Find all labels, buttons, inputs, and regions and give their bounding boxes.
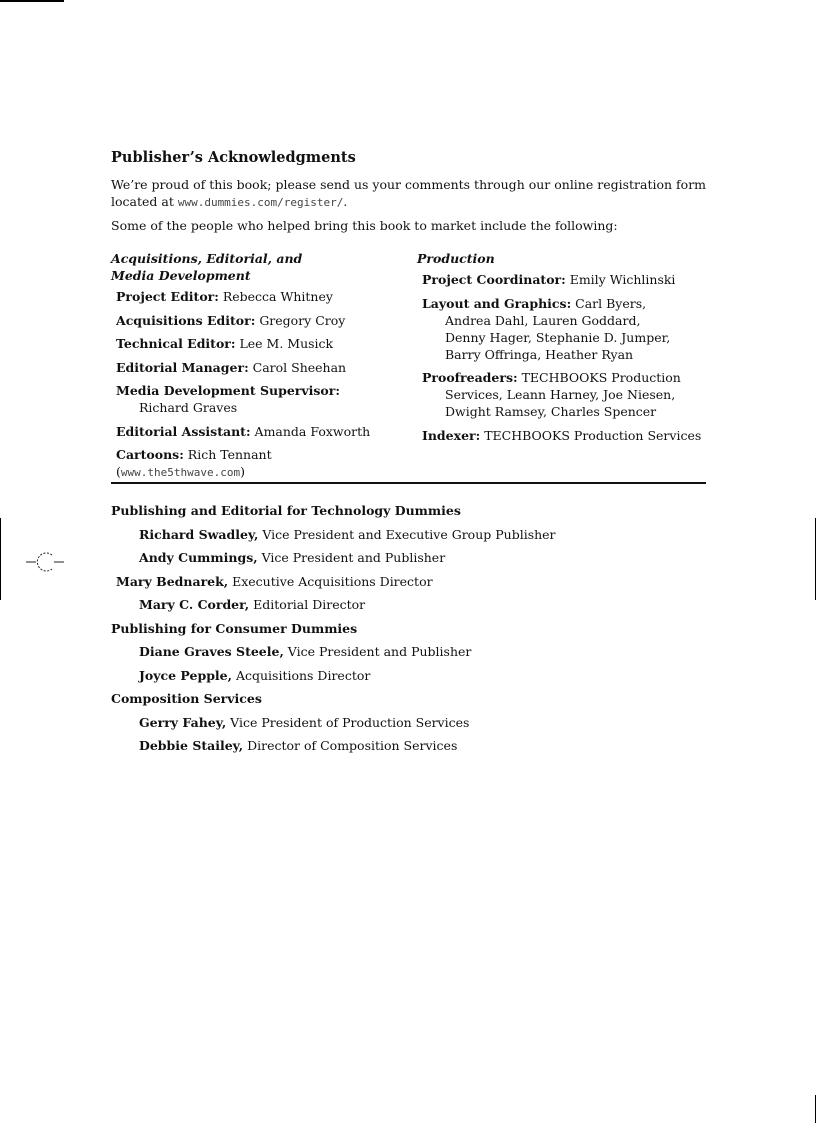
staff-entry [111, 714, 711, 731]
credit-name: Richard Graves [139, 400, 238, 415]
staff-name: Diane Graves Steele, [139, 644, 284, 659]
crop-mark-top [0, 0, 64, 2]
credit-entry [116, 288, 401, 305]
trim-mark-left [0, 518, 1, 600]
staff-name: Joyce Pepple, [139, 667, 232, 683]
credit-entry [116, 312, 401, 329]
staff-entry [111, 549, 711, 566]
staff-entry [111, 667, 711, 684]
staff-title: Acquisitions Director [231, 667, 371, 683]
editorial-heading-line-1: Acquisitions, Editorial, and [111, 251, 303, 266]
staff-title: Vice President of Production Services [226, 714, 470, 730]
acknowledgments-section [111, 148, 711, 479]
publishing-group-title: Publishing and Editorial for Technology Dummies [111, 503, 461, 518]
credit-role: Project Editor: [116, 289, 219, 304]
intro-line-3: Some of the people who helped bring this book to market include the following: [111, 218, 618, 233]
credit-entry [116, 423, 401, 440]
publishing-staff-section [111, 502, 711, 761]
credit-entry [422, 369, 717, 420]
intro-line-2-suffix: . [343, 194, 348, 209]
credit-continuation: Denny Hager, Stephanie D. Jumper, [445, 329, 671, 345]
staff-title: Editorial Director [249, 597, 366, 612]
credit-entry [422, 427, 717, 444]
credit-name: Rebecca Whitney [218, 289, 333, 304]
editorial-heading-line-2: Media Development [111, 268, 251, 283]
credit-role: Cartoons: [116, 447, 184, 462]
credit-entry [422, 295, 717, 363]
credit-name: Gregory Croy [255, 312, 346, 328]
staff-title: Director of Composition Services [243, 738, 458, 753]
credits-columns [111, 250, 711, 479]
credit-role: Proofreaders: [422, 370, 518, 385]
intro-line-1: We’re proud of this book; please send us your comments through our online registration form [111, 177, 707, 192]
credit-entry [116, 335, 401, 352]
credit-name: TECHBOOKS Production [517, 370, 681, 385]
credit-entry [116, 382, 401, 416]
credit-name: TECHBOOKS Production Services [480, 427, 702, 443]
registration-link[interactable]: www.dummies.com/register/ [177, 196, 344, 209]
credit-continuation: Services, Leann Harney, Joe Niesen, [445, 387, 676, 402]
intro-line-2-prefix: located at [111, 194, 178, 209]
credit-role: Editorial Assistant: [116, 423, 251, 439]
credit-name: Emily Wichlinski [565, 272, 676, 287]
credit-role: Layout and Graphics: [422, 295, 572, 311]
credit-role: Media Development Supervisor: [116, 383, 340, 398]
intro-paragraph [111, 176, 711, 211]
staff-name: Debbie Stailey, [139, 738, 244, 753]
credit-role: Project Coordinator: [422, 272, 566, 287]
publishing-group-title: Composition Services [111, 691, 262, 706]
credit-continuation: Barry Offringa, Heather Ryan [445, 346, 634, 362]
staff-entry [111, 643, 711, 660]
credit-continuation: Dwight Ramsey, Charles Spencer [445, 404, 657, 419]
staff-name: Andy Cummings, [139, 550, 258, 565]
credit-role: Technical Editor: [116, 336, 236, 351]
staff-title: Vice President and Executive Group Publisher [258, 526, 556, 542]
credit-name: Lee M. Musick [235, 336, 334, 351]
credit-role: Indexer: [422, 427, 481, 443]
staff-entry [111, 526, 711, 543]
staff-name: Mary C. Corder, [139, 597, 250, 612]
production-credits-column [417, 250, 717, 450]
section-divider [111, 482, 706, 484]
credit-name: Amanda Foxworth [250, 423, 371, 439]
credit-role: Acquisitions Editor: [116, 312, 256, 328]
credit-name: Carl Byers, [571, 295, 647, 311]
page-title: Publisher’s Acknowledgments [111, 149, 356, 166]
publishing-group-title: Publishing for Consumer Dummies [111, 620, 358, 636]
staff-entry [111, 596, 711, 613]
staff-name: Richard Swadley, [139, 526, 259, 542]
credit-role: Editorial Manager: [116, 359, 249, 375]
editorial-column-heading [111, 250, 401, 284]
staff-title: Vice President and Publisher [283, 644, 472, 659]
credit-name: Rich Tennant ( [116, 447, 272, 479]
staff-title: Vice President and Publisher [257, 550, 446, 565]
credit-entry [116, 359, 401, 376]
staff-entry [111, 737, 711, 754]
cartoons-link[interactable]: www.the5thwave.com [120, 466, 241, 479]
credit-continuation: Andrea Dahl, Lauren Goddard, [445, 312, 641, 328]
registration-mark-icon [26, 548, 66, 576]
staff-title: Executive Acquisitions Director [228, 573, 433, 589]
credit-name: Carol Sheehan [248, 359, 347, 375]
production-column-heading: Production [417, 251, 495, 266]
editorial-credits-column [111, 250, 401, 488]
credit-suffix: ) [240, 464, 245, 479]
staff-name: Mary Bednarek, [116, 573, 229, 589]
staff-entry [111, 573, 711, 590]
credit-entry [422, 271, 717, 288]
staff-name: Gerry Fahey, [139, 714, 227, 730]
credit-entry [116, 446, 401, 481]
